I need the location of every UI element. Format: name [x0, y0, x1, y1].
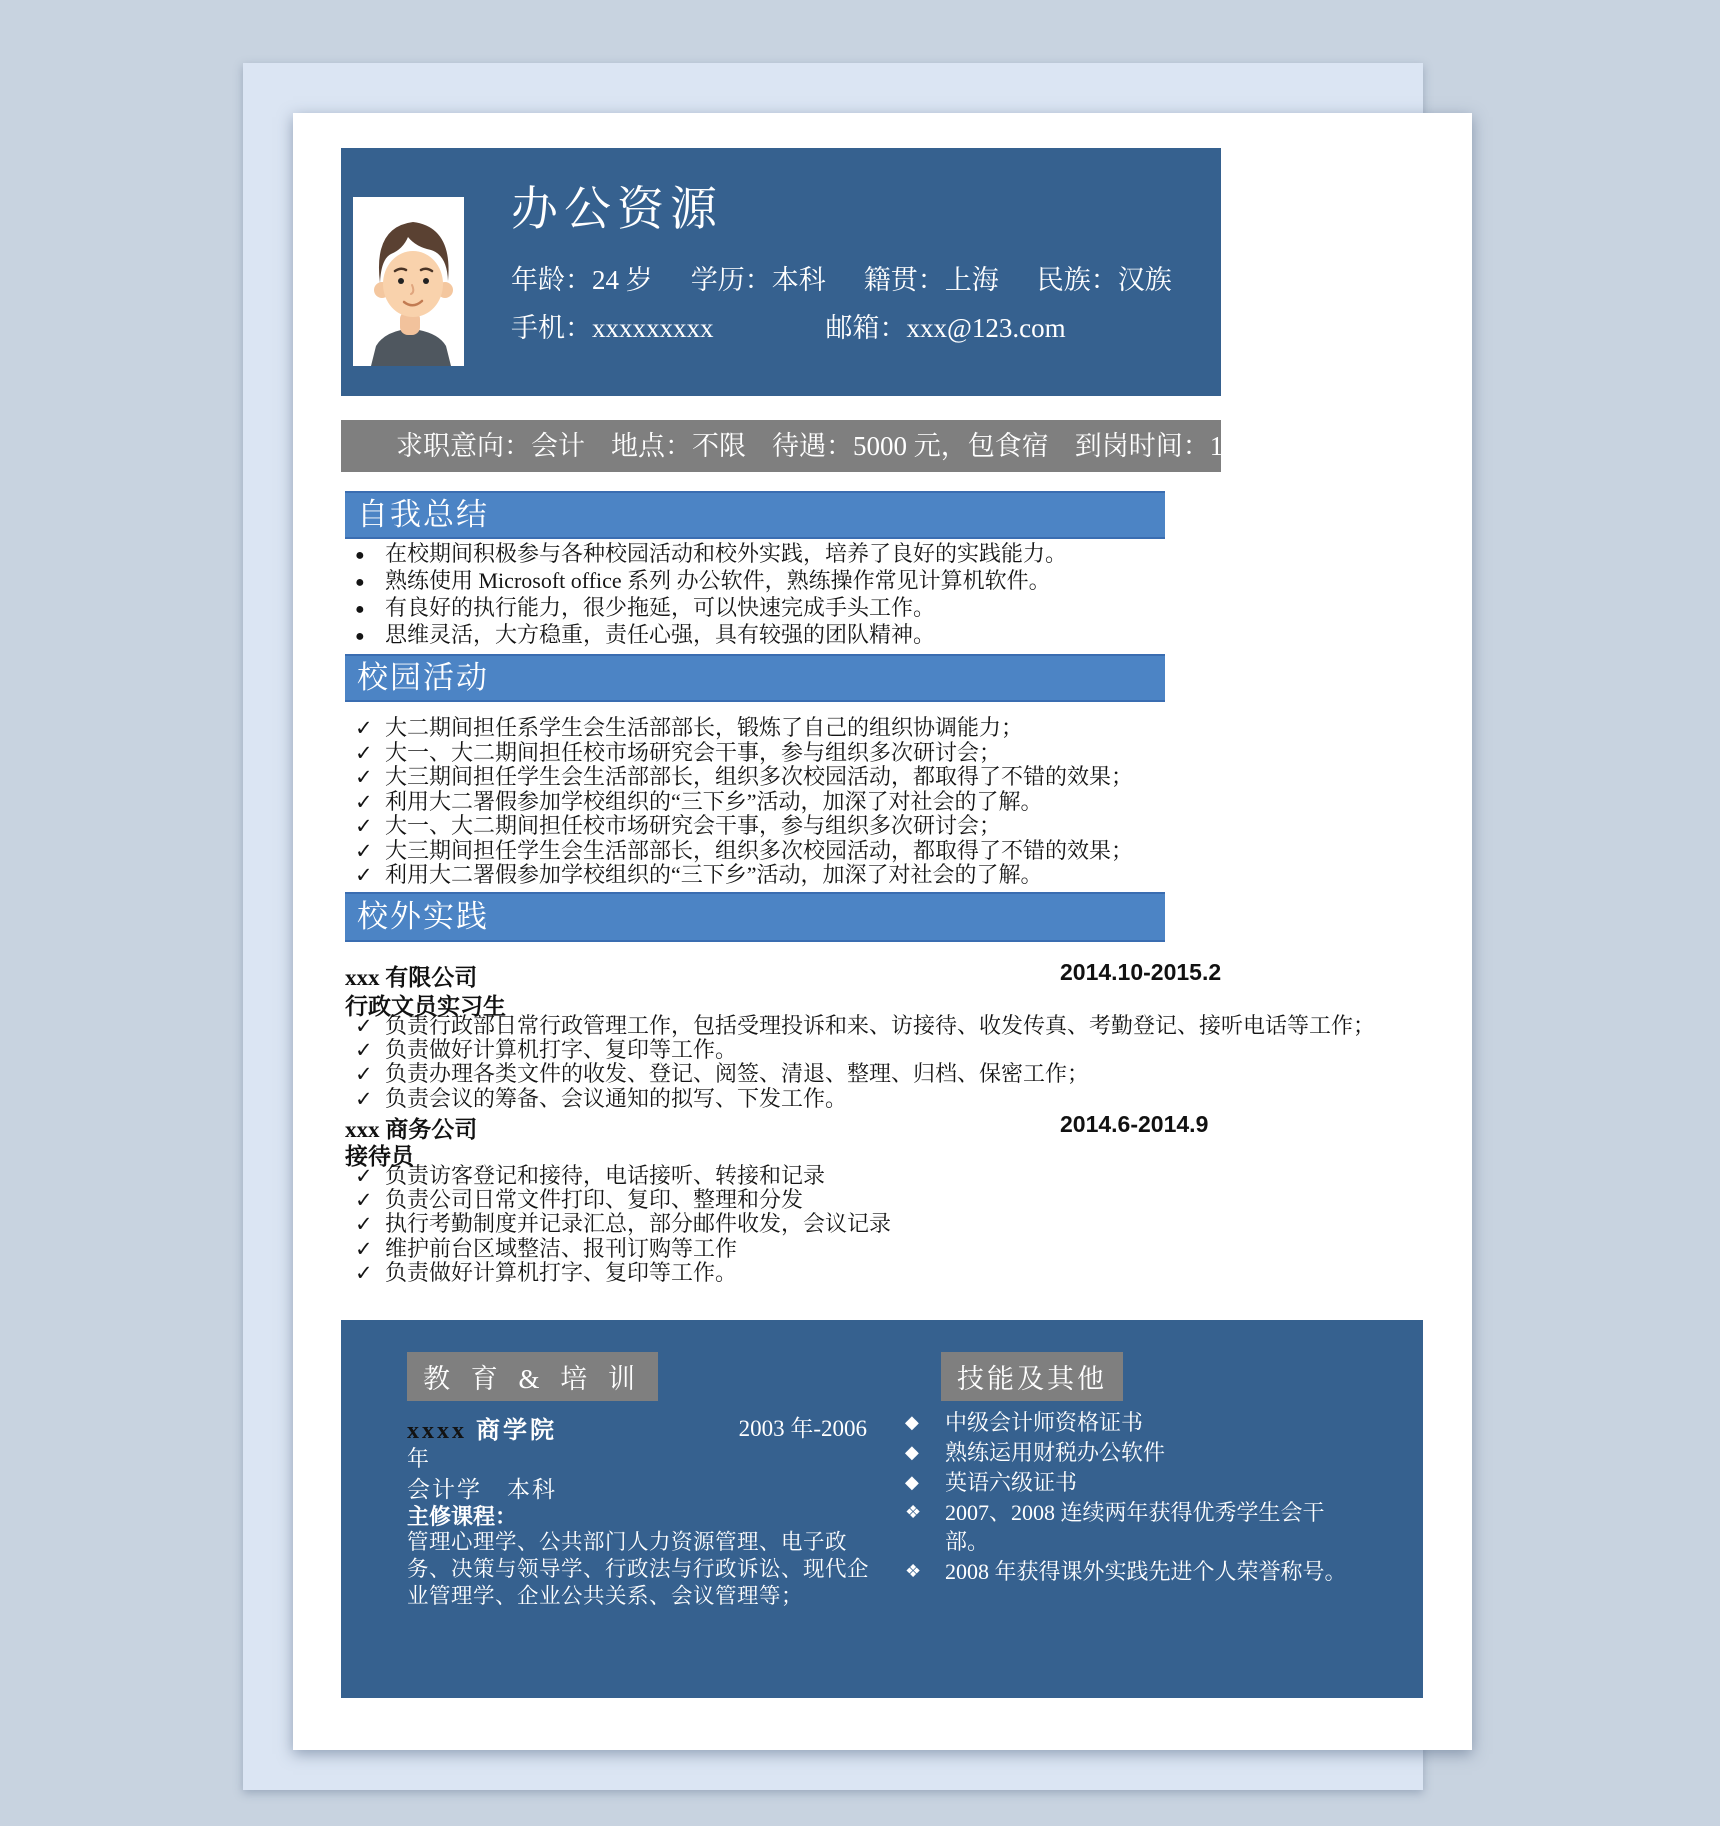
job-intention-bar: [341, 420, 1284, 472]
personal-info-row-1: [511, 258, 1210, 297]
list-item: ◆ 中级会计师资格证书: [905, 1410, 1144, 1435]
list-item: ✓ 负责做好计算机打字、复印等工作。: [355, 1037, 738, 1063]
intention-position: 求职意向：会计: [396, 431, 585, 461]
skills-section-title: 技能及其他: [941, 1352, 1123, 1401]
check-icon: ✓: [355, 863, 373, 887]
resume-header: [341, 148, 1221, 396]
duty-list: [355, 1164, 891, 1285]
list-item: ● 熟练使用 Microsoft office 系列 办公软件，熟练操作常见计算机软件。: [355, 568, 1051, 593]
education-date: 2003 年-2006: [738, 1416, 867, 1441]
age-field: 年龄：24 岁: [511, 265, 653, 295]
education-section-title: 教 育 & 培 训: [407, 1352, 658, 1401]
list-item: ✓ 大一、大二期间担任校市场研究会干事，参与组织多次研讨会；: [355, 739, 1002, 765]
skills-list: [905, 1408, 1385, 1587]
section-title-campus-activities: 校园活动: [345, 654, 1165, 702]
company-name: xxx 有限公司: [345, 965, 478, 990]
section-title-self-summary: 自我总结: [345, 491, 1165, 539]
list-item: ✓ 负责办理各类文件的收发、登记、阅签、清退、整理、归档、保密工作；: [355, 1061, 1090, 1087]
email-field: 邮箱：xxx@123.com: [825, 313, 1066, 343]
bullet-dot-icon: ●: [355, 601, 365, 618]
list-item: ● 思维灵活，大方稳重，责任心强，具有较强的团队精神。: [355, 622, 936, 647]
avatar-icon: [353, 197, 464, 366]
check-icon: ✓: [355, 1038, 373, 1063]
list-item: ✓ 大二期间担任系学生会生活部部长，锻炼了自己的组织协调能力；: [355, 715, 1024, 740]
bullet-dot-icon: ●: [355, 628, 365, 645]
education-skills-panel: [341, 1320, 1423, 1698]
check-icon: ✓: [355, 1236, 373, 1261]
courses-label: 主修课程：: [407, 1504, 518, 1529]
employment-date: 2014.10-2015.2: [1060, 959, 1222, 985]
list-item: ✓ 大三期间担任学生会生活部部长，组织多次校园活动，都取得了不错的效果；: [355, 837, 1134, 863]
list-item: ❖ 2008 年获得课外实践先进个人荣誉称号。: [905, 1559, 1347, 1584]
bullet-dot-icon: ●: [355, 547, 365, 564]
check-icon: ✓: [355, 1086, 373, 1111]
section-title-practice: 校外实践: [345, 892, 1165, 942]
diamond-icon: ◆: [905, 1472, 919, 1492]
school-name: 商学院: [467, 1418, 557, 1444]
phone-field: 手机：xxxxxxxxx: [511, 313, 714, 343]
ethnicity-field: 民族：汉族: [1036, 265, 1172, 295]
job-title: 行政文员实习生: [345, 994, 506, 1019]
duty-list: [355, 1014, 1375, 1111]
list-item: ✓ 负责做好计算机打字、复印等工作。: [355, 1259, 738, 1285]
candidate-name: 办公资源: [511, 184, 723, 236]
school-line: [407, 1410, 867, 1445]
self-summary-list: [355, 541, 1067, 649]
check-icon: ✓: [355, 1062, 373, 1087]
list-item: ◆ 英语六级证书: [905, 1470, 1078, 1495]
list-item: ✓ 利用大二署假参加学校组织的“三下乡”活动，加深了对社会的了解。: [355, 862, 1043, 887]
list-item: ✓ 大三期间担任学生会生活部部长，组织多次校园活动，都取得了不错的效果；: [355, 764, 1134, 789]
four-diamond-icon: ❖: [905, 1561, 922, 1581]
list-item: ✓ 维护前台区域整洁、报刊订购等工作: [355, 1235, 738, 1261]
bullet-dot-icon: ●: [355, 574, 365, 591]
list-item: ✓ 大一、大二期间担任校市场研究会干事，参与组织多次研讨会；: [355, 813, 1002, 838]
check-icon: ✓: [355, 1164, 373, 1188]
four-diamond-icon: ❖: [905, 1502, 922, 1522]
intention-salary: 待遇：5000 元，包食宿: [772, 431, 1049, 461]
list-item: ✓ 利用大二署假参加学校组织的“三下乡”活动，加深了对社会的了解。: [355, 788, 1043, 814]
check-icon: ✓: [355, 1188, 373, 1213]
list-item: ● 在校期间积极参与各种校园活动和校外实践，培养了良好的实践能力。: [355, 541, 1068, 566]
list-item: ❖ 2007、2008 连续两年获得优秀学生会干部。: [905, 1500, 1325, 1554]
check-icon: ✓: [355, 740, 373, 765]
diamond-icon: ◆: [905, 1412, 919, 1432]
company-name: xxx 商务公司: [345, 1117, 478, 1142]
courses-text: 管理心理学、公共部门人力资源管理、电子政务、决策与领导学、行政法与行政诉讼、现代企业管理学、企业公共关系、会议管理等；: [407, 1530, 870, 1608]
check-icon: ✓: [355, 1014, 373, 1038]
check-icon: ✓: [355, 789, 373, 814]
job-title: 接待员: [345, 1144, 414, 1169]
employment-date: 2014.6-2014.9: [1060, 1111, 1209, 1137]
school-prefix: xxxx: [407, 1418, 467, 1444]
personal-info-row-2: [511, 306, 1104, 345]
list-item: ✓ 执行考勤制度并记录汇总，部分邮件收发，会议记录: [355, 1211, 892, 1237]
profile-photo: [353, 197, 464, 366]
check-icon: ✓: [355, 1212, 373, 1237]
list-item: ● 有良好的执行能力，很少拖延，可以快速完成手头工作。: [355, 595, 936, 620]
list-item: ✓ 负责会议的筹备、会议通知的拟写、下发工作。: [355, 1085, 848, 1111]
check-icon: ✓: [355, 814, 373, 838]
intention-availability: 到岗时间：1 周内: [1074, 431, 1284, 461]
list-item: ✓ 负责访客登记和接待，电话接听、转接和记录: [355, 1163, 826, 1188]
check-icon: ✓: [355, 838, 373, 863]
list-item: ◆ 熟练运用财税办公软件: [905, 1440, 1166, 1465]
degree-field: 学历：本科: [690, 265, 826, 295]
education-date-wrap: 年: [407, 1446, 430, 1471]
intention-location: 地点：不限: [611, 431, 746, 461]
check-icon: ✓: [355, 716, 373, 740]
list-item: ✓ 负责行政部日常行政管理工作，包括受理投诉和来、访接待、收发传真、考勤登记、接听电话等工作；: [355, 1013, 1376, 1038]
hometown-field: 籍贯：上海: [863, 265, 999, 295]
major-degree: 会计学 本科: [407, 1477, 557, 1502]
list-item: ✓ 负责公司日常文件打印、复印、整理和分发: [355, 1187, 804, 1213]
resume-page: [293, 113, 1472, 1750]
check-icon: ✓: [355, 1260, 373, 1285]
check-icon: ✓: [355, 765, 373, 789]
campus-activities-list: [355, 716, 1133, 888]
diamond-icon: ◆: [905, 1442, 919, 1462]
